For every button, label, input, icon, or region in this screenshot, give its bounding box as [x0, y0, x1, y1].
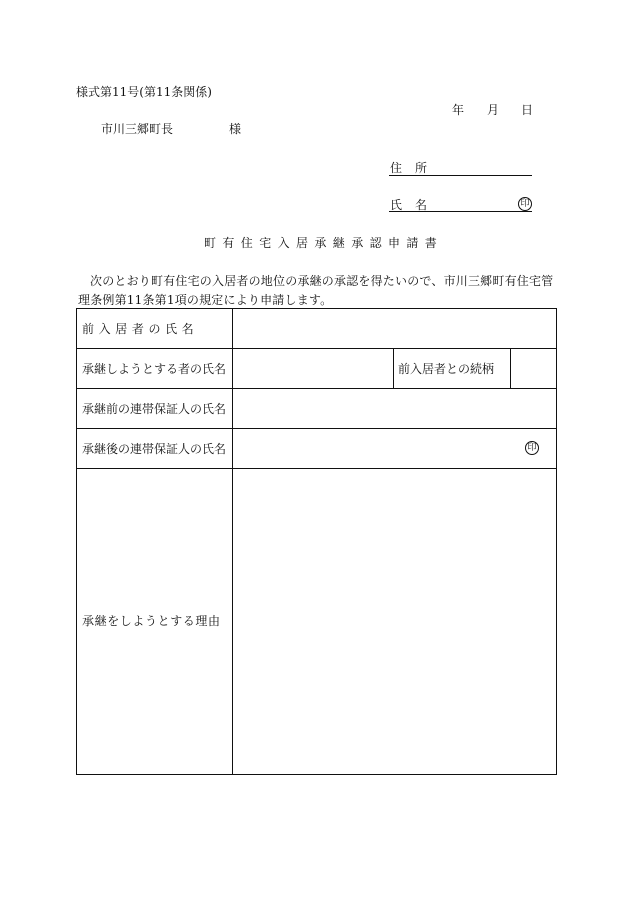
previous-resident-name-label: 前 入 居 者 の 氏 名 [82, 322, 195, 336]
document-title: 町有住宅入居承継承認申請書 [204, 236, 444, 250]
successor-name-label: 承継しようとする者の氏名 [82, 362, 227, 376]
succession-reason-label: 承継をしようとする理由 [82, 614, 221, 628]
guarantor-before-name-input[interactable] [233, 389, 556, 428]
recipient-name: 市川三郷町長 [101, 122, 174, 136]
recipient-honorific: 様 [229, 122, 242, 136]
applicant-seal-icon: 印 [518, 197, 532, 211]
name-field[interactable] [389, 211, 532, 212]
table-column-divider [393, 348, 394, 388]
relationship-input[interactable] [511, 349, 556, 388]
table-border-right [556, 308, 557, 775]
guarantor-before-name-label: 承継前の連帯保証人の氏名 [82, 402, 227, 416]
succession-reason-input[interactable] [233, 469, 556, 774]
guarantor-after-name-input[interactable] [233, 429, 518, 468]
intro-paragraph: 次のとおり町有住宅の入居者の地位の承継の承認を得たいので、市川三郷町有住宅管理条例第11条第1項の規定により申請します。 [78, 274, 554, 307]
address-label: 住所 [390, 161, 441, 175]
successor-name-input[interactable] [233, 349, 393, 388]
table-border-bottom [76, 774, 557, 775]
address-field[interactable] [389, 175, 532, 176]
guarantor-seal-icon: 印 [525, 441, 539, 455]
date-day-label: 日 [521, 103, 534, 117]
table-border-left [76, 308, 77, 775]
name-label: 氏名 [390, 198, 441, 212]
date-month-label: 月 [487, 103, 500, 117]
date-year-label: 年 [452, 103, 465, 117]
previous-resident-name-input[interactable] [233, 309, 556, 348]
form-number: 様式第11号(第11条関係) [76, 85, 212, 99]
relationship-label: 前入居者との続柄 [398, 362, 495, 376]
guarantor-after-name-label: 承継後の連帯保証人の氏名 [82, 442, 227, 456]
